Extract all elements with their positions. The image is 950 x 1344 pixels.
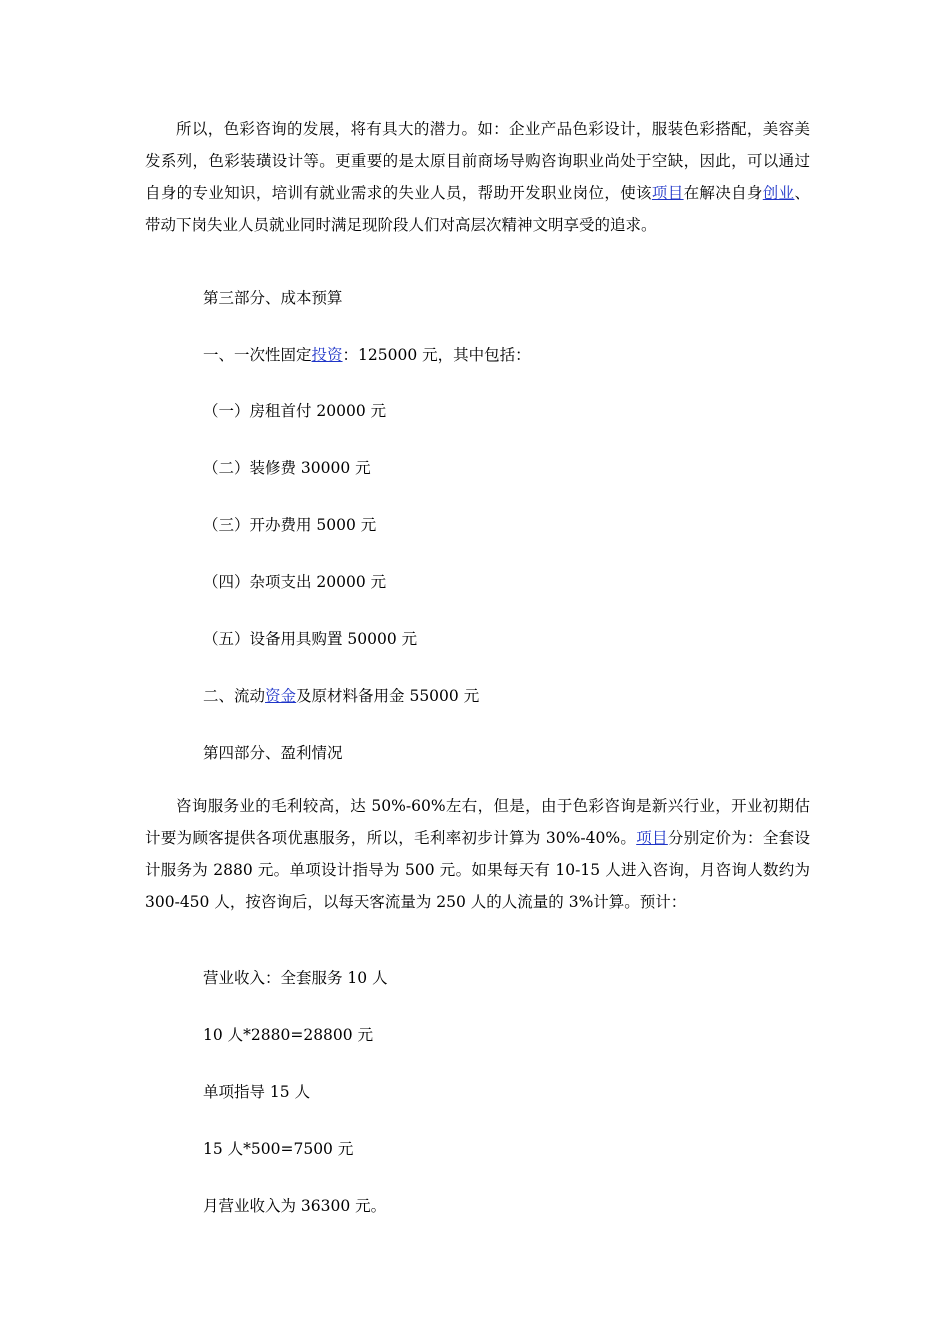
revenue-line-single-guidance: 单项指导 15 人 — [203, 1083, 311, 1101]
paragraph-text: 分别定价为：全套设计服务为 2880 元。单项设计指导为 500 元。如果每天有 10-15 人进入咨询，月咨询人数约为 300-450 人，按咨询后，以每天客流量为 250 人的人流量的 3%计算。预计： — [145, 829, 810, 911]
section-heading-profit: 第四部分、盈利情况 — [203, 744, 343, 762]
line-text: ：125000 元，其中包括： — [342, 346, 531, 364]
startup-link[interactable]: 创业 — [762, 184, 795, 202]
investment-link[interactable]: 投资 — [311, 346, 343, 364]
cost-item-rent: （一）房租首付 20000 元 — [203, 402, 387, 420]
project-link[interactable]: 项目 — [636, 829, 668, 847]
line-text: 二、流动 — [203, 687, 266, 705]
project-link[interactable]: 项目 — [651, 184, 684, 202]
working-capital-line — [203, 684, 479, 708]
line-text: 及原材料备用金 55000 元 — [296, 687, 480, 705]
paragraph-color-consulting-potential — [145, 113, 810, 241]
paragraph-text: 咨询服务业的毛利较高，达 50%-60%左右，但是，由于色彩咨询是新兴行业，开业初期估计要为顾客提供各项优惠服务，所以，毛利率初步计算为 30%-40%。 — [145, 797, 810, 847]
cost-item-renovation: （二）装修费 30000 元 — [203, 459, 371, 477]
paragraph-text: 在解决自身 — [683, 184, 763, 202]
paragraph-text: 、带动下岗失业人员就业同时满足现阶段人们对高层次精神文明享受的追求。 — [145, 184, 810, 234]
line-text: 一、一次性固定 — [203, 346, 312, 364]
revenue-line-full-service: 营业收入：全套服务 10 人 — [203, 969, 388, 987]
cost-item-equipment: （五）设备用具购置 50000 元 — [203, 630, 418, 648]
paragraph-text: 所以，色彩咨询的发展，将有具大的潜力。如：企业产品色彩设计，服装色彩搭配，美容美发系列，色彩装璜设计等。更重要的是太原目前商场导购咨询职业尚处于空缺，因此，可以通过自身的专业知识，培训有就业需求的失业人员，帮助开发职业岗位，使该 — [145, 120, 810, 202]
capital-link[interactable]: 资金 — [265, 687, 297, 705]
section-heading-cost-budget: 第三部分、成本预算 — [203, 289, 343, 307]
fixed-investment-line — [203, 343, 531, 367]
revenue-line-monthly-total: 月营业收入为 36300 元。 — [203, 1197, 387, 1215]
revenue-line-full-service-calc: 10 人*2880=28800 元 — [203, 1026, 374, 1044]
cost-item-startup-fees: （三）开办费用 5000 元 — [203, 516, 377, 534]
cost-item-misc: （四）杂项支出 20000 元 — [203, 573, 387, 591]
paragraph-profit-analysis — [145, 790, 810, 918]
revenue-line-single-guidance-calc: 15 人*500=7500 元 — [203, 1140, 354, 1158]
